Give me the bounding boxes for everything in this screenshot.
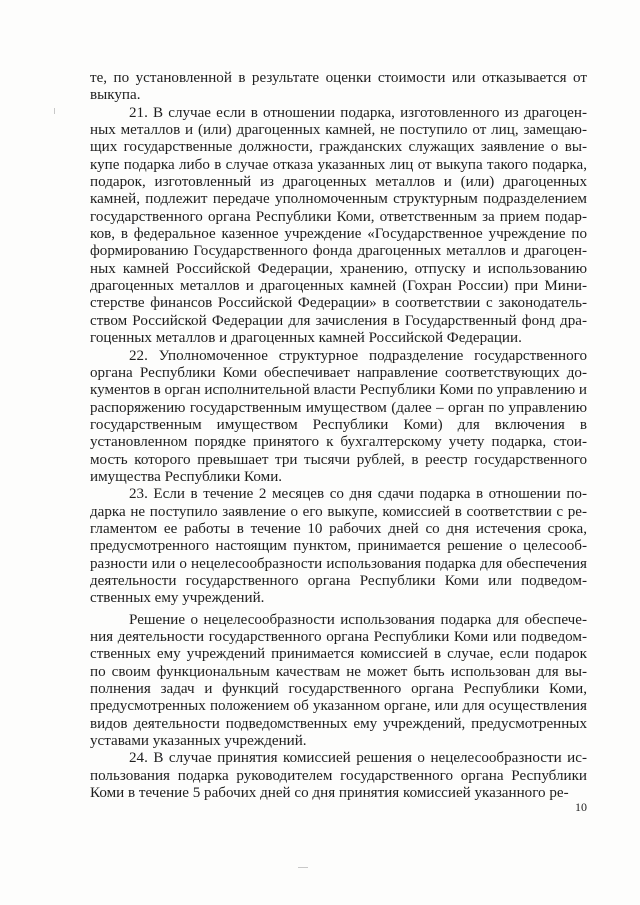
document-body — [90, 70, 587, 802]
paragraph-22: 22. Уполномоченное структурное подразделение государственного органа Республики Коми обеспечивает направление соответствующих документов в орган исполнительной власти Республики Коми по управлению и распоряжению государственным имуществом (далее – орган по управлению государственным имуществом Республики Коми) для включения в установленном порядке принятого к бухгалтерскому учету подарка, стоимость которого превышает три тысячи рублей, в реестр государственного имущества Республики Коми. — [90, 347, 587, 485]
paragraph-continuation: те, по установленной в результате оценки стоимости или отказывается от выкупа. — [90, 70, 587, 104]
paragraph-23: 23. Если в течение 2 месяцев со дня сдачи подарка в отношении подарка не поступило заявление о его выкупе, комиссией в соответствии с регламентом ее работы в течение 10 рабочих дней со дня истечения срока, предусмотренного настоящим пунктом, принимается решение о целесообразности или о нецелесообразности использования подарка для обеспечения деятельности государственного органа Республики Коми или подведомственных ему учреждений. — [90, 486, 587, 607]
paragraph-24: 24. В случае принятия комиссией решения о нецелесообразности использования подарка руководителем государственного органа Республики Коми в течение 5 рабочих дней со дня принятия комиссией указанного ре- — [90, 750, 587, 802]
paragraph-21: 21. В случае если в отношении подарка, изготовленного из драгоценных металлов и (или) драгоценных камней, не поступило от лиц, замещающих государственные должности, гражданских служащих заявление о выкупе подарка либо в случае отказа указанных лиц от выкупа такого подарка, подарок, изготовленный из драгоценных металлов и (или) драгоценных камней, подлежит передаче уполномоченным структурным подразделением государственного органа Республики Коми, ответственным за прием подарков, в федеральное казенное учреждение «Государственное учреждение по формированию Государственного фонда драгоценных металлов и драгоценных камней Российской Федерации, хранению, отпуску и использованию драгоценных металлов и драгоценных камней (Гохран России) при Министерстве финансов Российской Федерации» в соответствии с законодательством Российской Федерации для зачисления в Государственный фонд драгоценных металлов и драгоценных камней Российской Федерации. — [90, 104, 587, 347]
page-number: 10 — [575, 800, 587, 814]
scan-artifact — [298, 867, 308, 868]
paragraph-23-decision: Решение о нецелесообразности использования подарка для обеспечения деятельности государственного органа Республики Коми или подведомственных ему учреждений принимается комиссией в случае, если подарок по своим функциональным качествам не может быть использован для выполнения задач и функций государственного органа Республики Коми, предусмотренных положением об указанном органе, или для осуществления видов деятельности подведомственных ему учреждений, предусмотренных уставами указанных учреждений. — [90, 611, 587, 750]
scan-artifact — [54, 108, 55, 114]
